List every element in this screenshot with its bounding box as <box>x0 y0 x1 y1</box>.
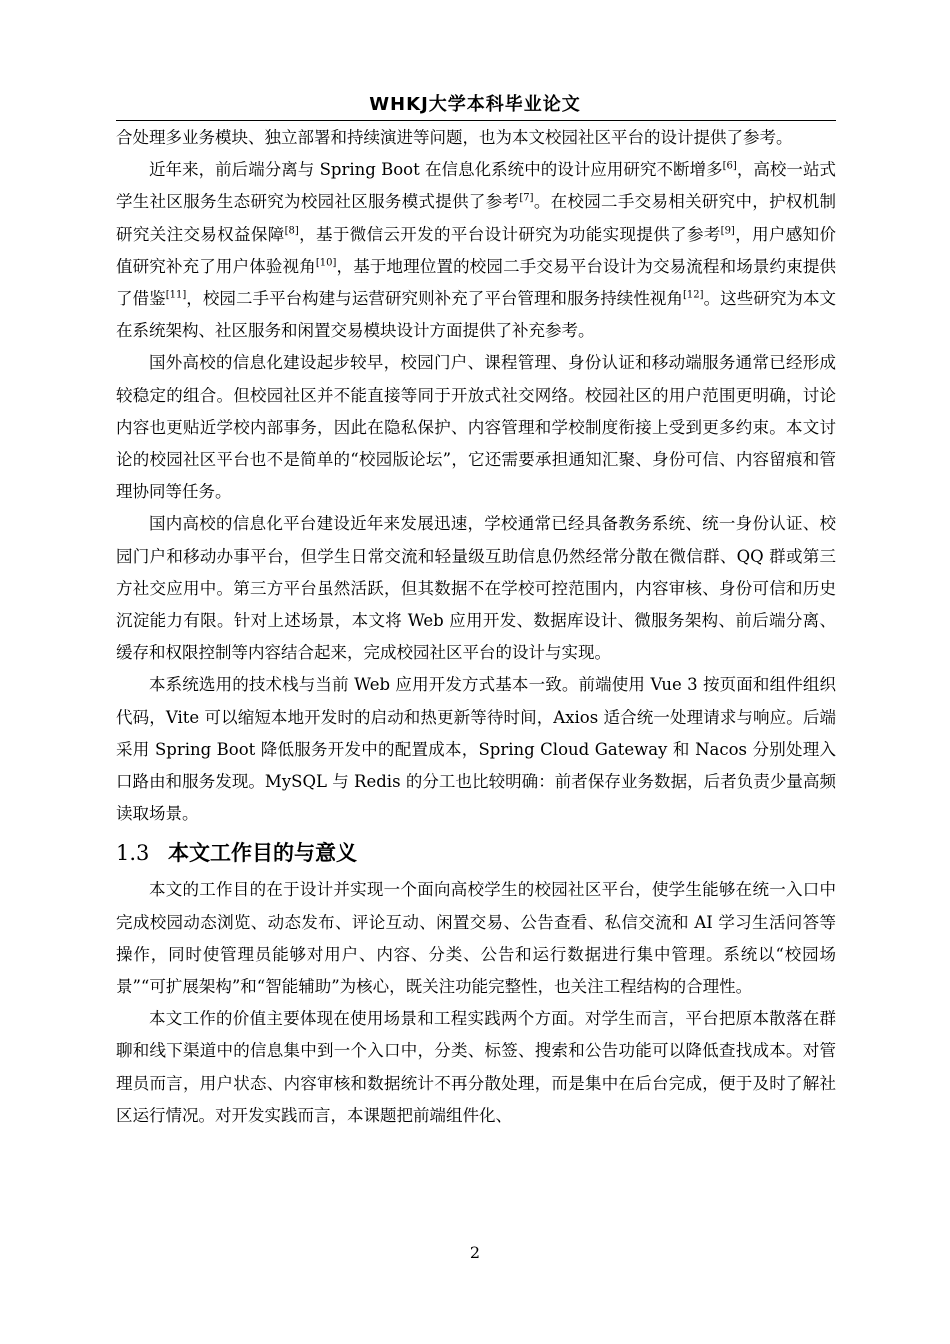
paragraph-foreign-research: 国外高校的信息化建设起步较早，校园门户、课程管理、身份认证和移动端服务通常已经形成较稳定的组合。但校园社区并不能直接等同于开放式社交网络。校园社区的用户范围更明确，讨论内容也更贴近学校内部事务，因此在隐私保护、内容管理和学校制度衔接上受到更多约束。本文讨论的校园社区平台也不是简单的“校园版论坛”，它还需要承担通知汇聚、身份可信、内容留痕和管理协同等任务。 <box>116 353 836 502</box>
section-heading <box>116 834 836 872</box>
citation: [9] <box>720 225 735 237</box>
section-title: 本文工作目的与意义 <box>168 841 357 866</box>
text-run: ，用户感知价值研究补充了用户体验视角 <box>116 224 837 276</box>
citation: [11] <box>165 289 187 301</box>
citation: [10] <box>315 257 337 269</box>
page-number: 2 <box>469 1243 481 1262</box>
citation: [12] <box>683 289 704 301</box>
paragraph-continued: 合处理多业务模块、独立部署和持续演进等问题，也为本文校园社区平台的设计提供了参考。 <box>116 128 793 147</box>
citation: [7] <box>519 192 534 204</box>
running-header: WHKJ大学本科毕业论文 <box>369 94 581 115</box>
paragraph-related-research <box>116 154 836 347</box>
text-run: ，基于地理位置的校园二手交易平台设计为交易流程和场景约束提供了借鉴 <box>116 256 837 309</box>
paragraph-domestic-research: 国内高校的信息化平台建设近年来发展迅速，学校通常已经具备教务系统、统一身份认证、校园门户和移动办事平台，但学生日常交流和轻量级互助信息仍然经常分散在微信群、QQ 群或第三方社交应用中。第三方平台虽然活跃，但其数据不在学校可控范围内，内容审核、身份可信和历史沉淀能力有限。针对上述场景，本文将 Web 应用开发、数据库设计、微服务架构、前后端分离、缓存和权限控制等内容结合起来，完成校园社区平台的设计与实现。 <box>116 514 836 663</box>
header-rule <box>116 120 836 121</box>
text-run: ，校园二手平台构建与运营研究则补充了平台管理和服务持续性视角 <box>186 289 684 309</box>
citation: [6] <box>722 160 737 172</box>
text-run: ，基于微信云开发的平台设计研究为功能实现提供了参考 <box>298 224 721 244</box>
citation: [8] <box>284 225 299 237</box>
text-run: 。在校园二手交易相关研究中，护权机制研究关注交易权益保障 <box>116 192 837 244</box>
section-number: 1.3 <box>116 841 150 866</box>
text-run: 。这些研究为本文在系统架构、社区服务和闲置交易模块设计方面提供了补充参考。 <box>116 289 837 341</box>
paragraph-tech-stack: 本系统选用的技术栈与当前 Web 应用开发方式基本一致。前端使用 Vue 3 按页面和组件组织代码，Vite 可以缩短本地开发时的启动和热更新等待时间，Axios 适合统一处理请求与响应。后端采用 Spring Boot 降低服务开发中的配置成本，Spring Cloud Gateway 和 Nacos 分别处理入口路由和服务发现。MySQL 与 Redis 的分工也比较明确：前者保存业务数据，后者负责少量高频读取场景。 <box>116 675 836 824</box>
text-run: 近年来，前后端分离与 Spring Boot 在信息化系统中的设计应用研究不断增多 <box>149 160 723 180</box>
text-run: ，高校一站式学生社区服务生态研究为校园社区服务模式提供了参考 <box>116 160 836 212</box>
body-text <box>116 122 836 1132</box>
paragraph-work-value: 本文工作的价值主要体现在使用场景和工程实践两个方面。对学生而言，平台把原本散落在群聊和线下渠道中的信息集中到一个入口中，分类、标签、搜索和公告功能可以降低查找成本。对管理员而言，用户状态、内容审核和数据统计不再分散处理，而是集中在后台完成，便于及时了解社区运行情况。对开发实践而言，本课题把前端组件化、 <box>116 1009 836 1125</box>
paragraph-work-purpose: 本文的工作目的在于设计并实现一个面向高校学生的校园社区平台，使学生能够在统一入口中完成校园动态浏览、动态发布、评论互动、闲置交易、公告查看、私信交流和 AI 学习生活问答等操作，同时使管理员能够对用户、内容、分类、公告和运行数据进行集中管理。系统以“校园场景”“可扩展架构”和“智能辅助”为核心，既关注功能完整性，也关注工程结构的合理性。 <box>116 880 836 997</box>
